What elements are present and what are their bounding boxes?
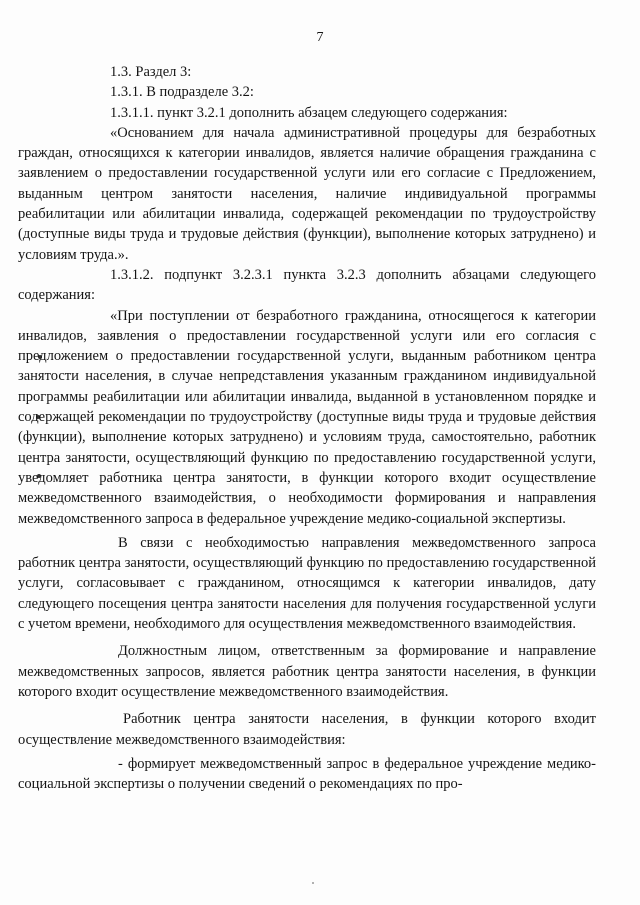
subsection-heading: 1.3.1. В подразделе 3.2:: [110, 84, 254, 101]
paragraph: - формирует межведомственный запрос в федеральное учреждение медико-социальной экспертизы о получении сведений о рекомендациях по про-: [18, 755, 596, 793]
document-body: [18, 62, 596, 794]
paragraph: «Основанием для начала административной процедуры для безработных граждан, относящихся к категории инвалидов, является наличие обращения гражданина с заявлением о предоставлении государственной услуги или его согласие с Предложением, выданным центром занятости населения, наличие индивидуальной программы реабилитации или абилитации инвалида, содержащей рекомендации по трудоустройству (доступные виды труда и трудовые действия (функции), выполнение которых затруднено) и условиям труда.».: [18, 124, 596, 263]
paragraph: В связи с необходимостью направления межведомственного запроса работник центра занятости, осуществляющий функцию по предоставлению государственной услуги, согласовывает с гражданином, относящимся к категории инвалидов, дату следующего посещения центра занятости населения для получения государственной услуги с учетом времени, необходимого для осуществления межведомственного взаимодействия.: [18, 534, 596, 633]
paragraph: 1.3.1.2. подпункт 3.2.3.1 пункта 3.2.3 дополнить абзацами следующего содержания:: [18, 266, 596, 304]
paragraph: Должностным лицом, ответственным за формирование и направление межведомственных запросов, является работник центра занятости населения, в функции которого входит осуществление межведомственного взаимодействия.: [18, 643, 596, 700]
scan-speck: [312, 882, 314, 884]
paragraph: «При поступлении от безработного гражданина, относящегося к категории инвалидов, заявления о предоставлении государственной услуги или его согласия с предложением о предоставлении государственной услуги, выданным работником центра занятости населения, в случае непредставления указанным гражданином индивидуальной программы реабилитации или абилитации инвалида, выданной в установленном порядке и содержащей рекомендации по трудоустройству (доступные виды труда и трудовые действия (функции), выполнение которых затруднено) и условиям труда, самостоятельно, работник центра занятости, осуществляющий функцию по предоставлению государственной услуги, уведомляет работника центра занятости, в функции которого входит осуществление межведомственного взаимодействия, о необходимости формирования и направления межведомственного запроса в федеральное учреждение медико-социальной экспертизы.: [18, 307, 596, 527]
section-heading: 1.3. Раздел 3:: [110, 64, 192, 80]
page-number: 7: [316, 30, 324, 45]
paragraph: Работник центра занятости населения, в функции которого входит осуществление межведомственного взаимодействия:: [18, 711, 596, 748]
paragraph: 1.3.1.1. пункт 3.2.1 дополнить абзацем следующего содержания:: [110, 104, 508, 121]
